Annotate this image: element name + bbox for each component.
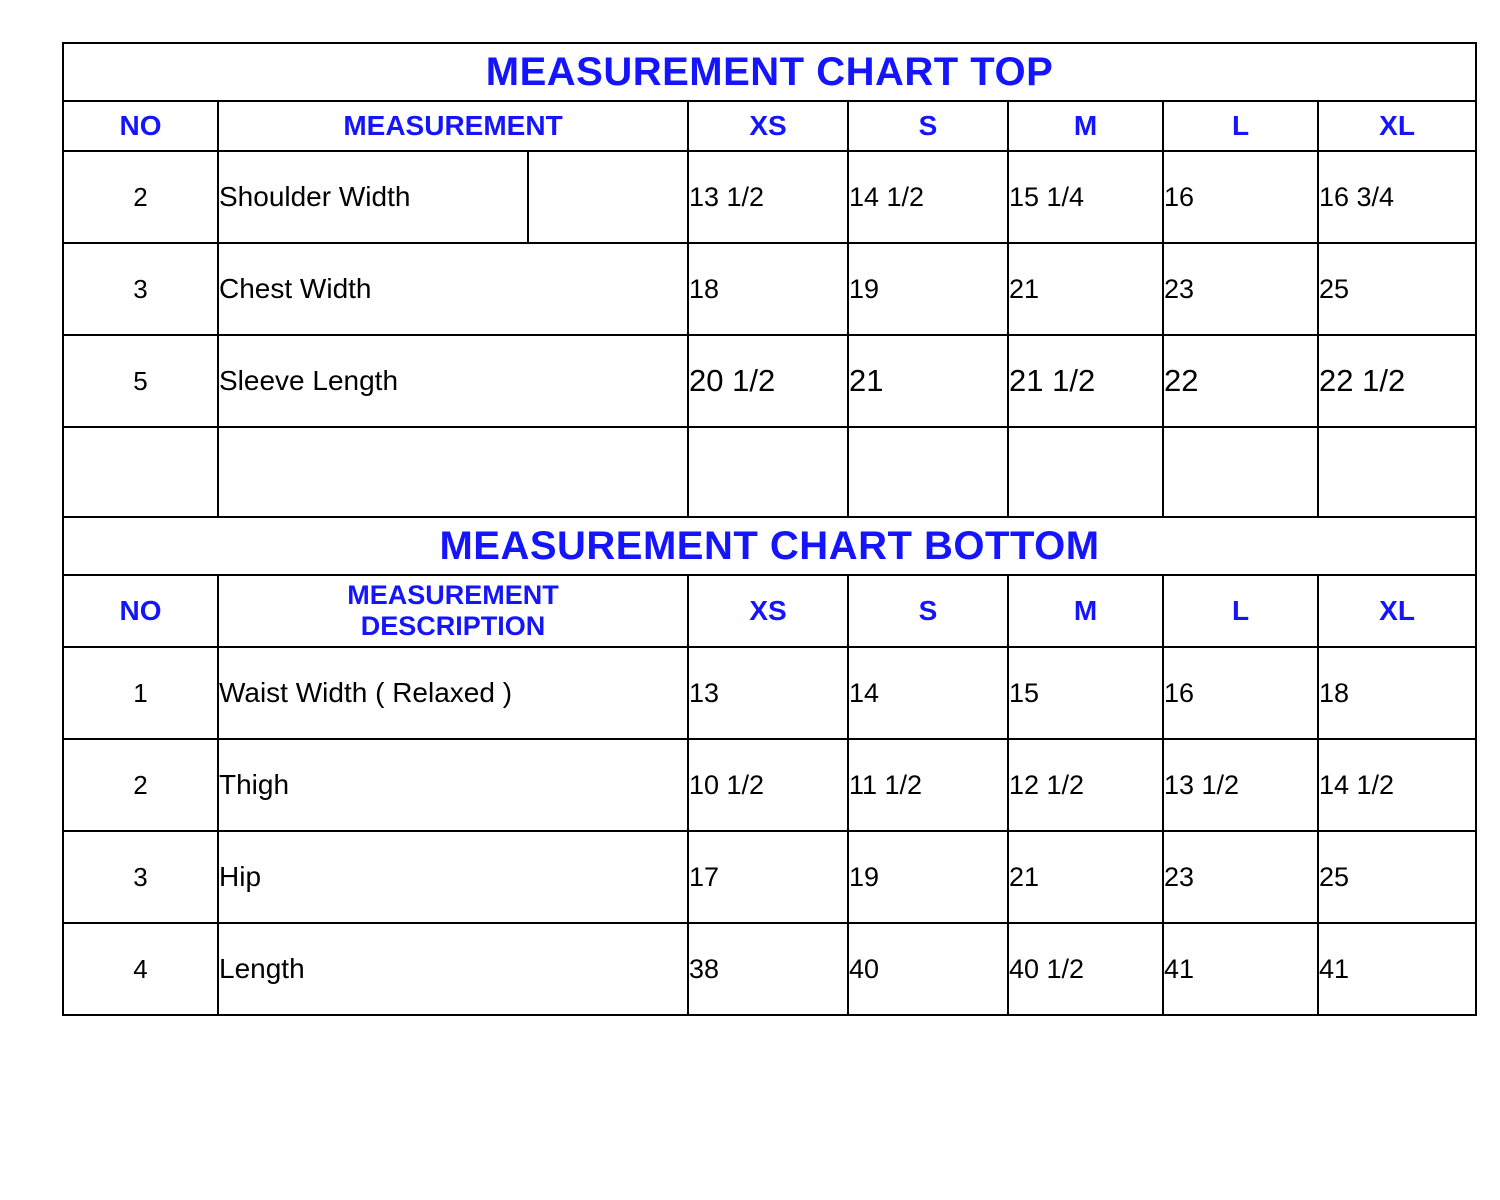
row-description: Shoulder Width: [218, 151, 528, 243]
header-measurement-line1: MEASUREMENT: [347, 580, 559, 610]
top-chart-header-row: [63, 101, 1476, 151]
row-value-m: 15 1/4: [1008, 151, 1163, 243]
row-no: 3: [63, 243, 218, 335]
row-value-xs: 38: [688, 923, 848, 1015]
header-xl: XL: [1318, 101, 1476, 151]
row-description: Length: [218, 923, 688, 1015]
table-row: [63, 151, 1476, 243]
header-measurement-description: [218, 575, 688, 647]
bottom-chart-title-row: [63, 517, 1476, 575]
row-value-xs: 13 1/2: [688, 151, 848, 243]
row-no: 4: [63, 923, 218, 1015]
row-value-xl: 18: [1318, 647, 1476, 739]
row-value-s: 19: [848, 243, 1008, 335]
row-value-l: 13 1/2: [1163, 739, 1318, 831]
header-s: S: [848, 101, 1008, 151]
row-value-xs: 13: [688, 647, 848, 739]
row-value-m: 21: [1008, 243, 1163, 335]
header-xs: XS: [688, 575, 848, 647]
row-description: Sleeve Length: [218, 335, 688, 427]
row-value-s: 14: [848, 647, 1008, 739]
row-no: 3: [63, 831, 218, 923]
row-no: 2: [63, 151, 218, 243]
row-value-s: 40: [848, 923, 1008, 1015]
measurement-chart-top-table: [62, 42, 1477, 1016]
row-value-xl: 22 1/2: [1318, 335, 1476, 427]
table-row: [63, 831, 1476, 923]
table-row: [63, 335, 1476, 427]
row-value-s: 11 1/2: [848, 739, 1008, 831]
row-value-m: 21 1/2: [1008, 335, 1163, 427]
row-value-m: [1008, 427, 1163, 517]
row-value-xl: 25: [1318, 243, 1476, 335]
table-row: [63, 647, 1476, 739]
row-value-s: 14 1/2: [848, 151, 1008, 243]
header-l: L: [1163, 575, 1318, 647]
header-no: NO: [63, 575, 218, 647]
header-l: L: [1163, 101, 1318, 151]
measurement-charts: [62, 42, 1475, 1016]
top-chart-title-row: [63, 43, 1476, 101]
row-no: 5: [63, 335, 218, 427]
row-value-l: 23: [1163, 243, 1318, 335]
row-value-xs: 18: [688, 243, 848, 335]
row-value-m: 12 1/2: [1008, 739, 1163, 831]
header-no: NO: [63, 101, 218, 151]
row-value-s: [848, 427, 1008, 517]
header-xs: XS: [688, 101, 848, 151]
row-value-xs: [688, 427, 848, 517]
row-value-xs: 10 1/2: [688, 739, 848, 831]
row-value-xl: 41: [1318, 923, 1476, 1015]
bottom-chart-title: MEASUREMENT CHART BOTTOM: [63, 517, 1476, 575]
bottom-chart-header-row: [63, 575, 1476, 647]
row-value-l: 16: [1163, 151, 1318, 243]
header-measurement-line2: DESCRIPTION: [360, 611, 546, 642]
header-m: M: [1008, 575, 1163, 647]
row-no: 2: [63, 739, 218, 831]
table-row: [63, 739, 1476, 831]
row-value-l: 23: [1163, 831, 1318, 923]
row-value-s: 19: [848, 831, 1008, 923]
row-value-m: 21: [1008, 831, 1163, 923]
row-value-l: 22: [1163, 335, 1318, 427]
row-description: Waist Width ( Relaxed ): [218, 647, 688, 739]
row-description: Thigh: [218, 739, 688, 831]
row-no: [63, 427, 218, 517]
header-xl: XL: [1318, 575, 1476, 647]
row-value-l: 41: [1163, 923, 1318, 1015]
row-description: Hip: [218, 831, 688, 923]
row-value-xl: 25: [1318, 831, 1476, 923]
row-value-l: [1163, 427, 1318, 517]
table-row: [63, 243, 1476, 335]
row-value-xl: 16 3/4: [1318, 151, 1476, 243]
row-no: 1: [63, 647, 218, 739]
row-description-spacer: [528, 151, 688, 243]
row-value-xs: 17: [688, 831, 848, 923]
row-value-xl: 14 1/2: [1318, 739, 1476, 831]
row-value-m: 40 1/2: [1008, 923, 1163, 1015]
table-row-empty: [63, 427, 1476, 517]
row-value-m: 15: [1008, 647, 1163, 739]
table-row: [63, 923, 1476, 1015]
header-s: S: [848, 575, 1008, 647]
row-value-l: 16: [1163, 647, 1318, 739]
row-value-s: 21: [848, 335, 1008, 427]
header-measurement: MEASUREMENT: [218, 101, 688, 151]
row-description: Chest Width: [218, 243, 688, 335]
row-value-xl: [1318, 427, 1476, 517]
row-value-xs: 20 1/2: [688, 335, 848, 427]
top-chart-title: MEASUREMENT CHART TOP: [63, 43, 1476, 101]
header-m: M: [1008, 101, 1163, 151]
row-description: [218, 427, 688, 517]
